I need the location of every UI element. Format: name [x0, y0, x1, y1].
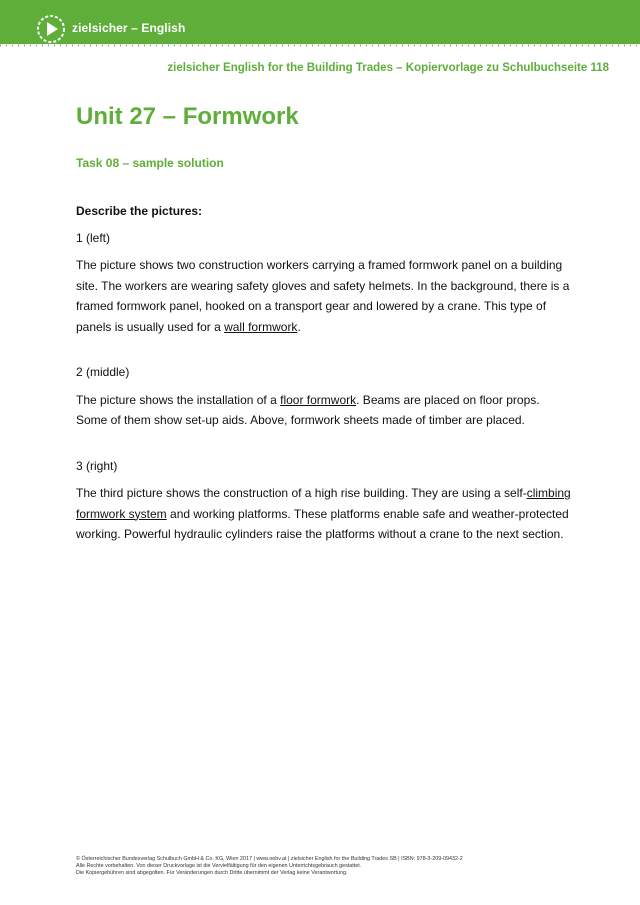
section-text: The third picture shows the construction of a high rise building. They are using a self-climbing formwork system and working platforms. These platforms enable safe and weather-protected working. Powerful hydraulic cylinders raise the platforms without a crane to the next section. — [76, 486, 571, 541]
copyright-footer — [76, 856, 596, 877]
section-label: 2 (middle) — [76, 365, 130, 379]
section-label: 1 (left) — [76, 230, 111, 245]
section-label: 3 (right) — [76, 458, 118, 473]
banner-dotted-edge — [0, 40, 640, 48]
key-term: climbing formwork system — [76, 486, 571, 521]
section-text: The picture shows the installation of a floor formwork. Beams are placed on floor props. Some of them show set-up aids. Above, formwork sheets made of timber are placed. — [76, 392, 540, 427]
page-title: Unit 27 – Formwork — [76, 103, 299, 130]
page-subtitle: zielsicher English for the Building Trades – Kopiervorlage zu Schulbuchseite 118 — [167, 62, 609, 74]
footer-line: Alle Rechte vorbehalten. Von dieser Druckvorlage ist die Vervielfältigung für den eigenen Unterrichtsgebrauch gestattet. — [76, 863, 362, 869]
question: Describe the pictures: — [76, 204, 203, 218]
footer-line: © Österreichischer Bundesverlag Schulbuch GmbH & Co. KG, Wien 2017 | www.oebv.at | zielsicher English for the Building Trades SB | ISBN: 978-3-209-09432-2 — [76, 856, 463, 862]
brand-name: zielsicher – English — [72, 21, 186, 35]
footer-line: Die Kopiergebühren sind abgegolten. Für Veränderungen durch Dritte übernimmt der Verlag keine Verantwortung. — [76, 870, 348, 876]
key-term: floor formwork — [280, 392, 357, 407]
section-text: The picture shows two construction workers carrying a framed formwork panel on a building site. The workers are wearing safety gloves and safety helmets. In the background, there is a framed formwork panel, hooked on a transport gear and lowered by a crane. This type of panels is usually used for a wall formwork. — [76, 258, 570, 334]
task-heading: Task 08 – sample solution — [76, 156, 224, 170]
worksheet-content — [76, 201, 571, 545]
key-term: wall formwork — [224, 319, 298, 334]
play-logo-icon — [36, 14, 66, 44]
